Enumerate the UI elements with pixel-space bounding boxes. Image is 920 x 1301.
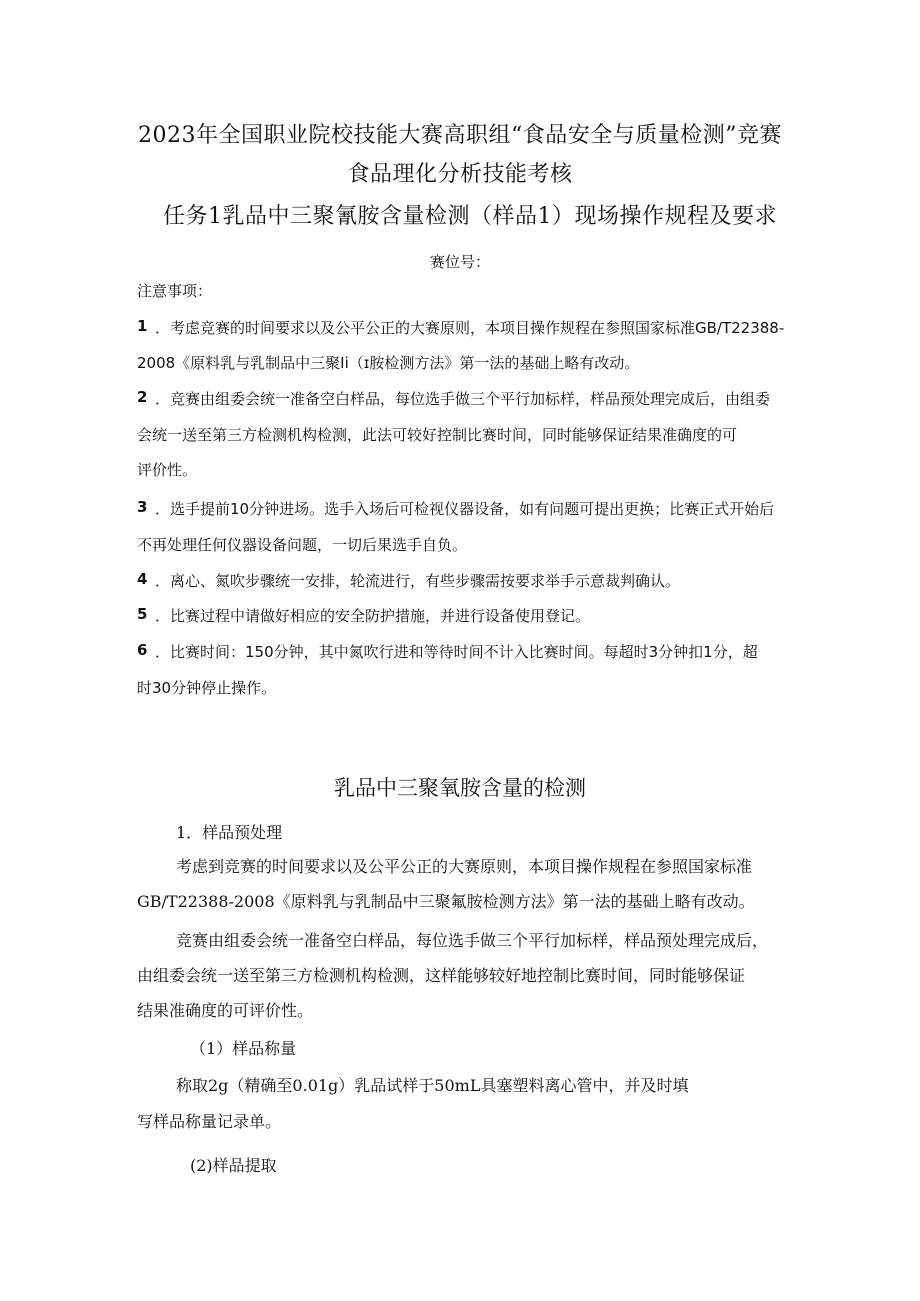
doc-title-line2: 食品理化分析技能考核 bbox=[347, 162, 573, 187]
notice-item-text: ．比赛时间：150分钟，其中氮吹行进和等待时间不计入比赛时间。每超时3分钟扣1分，超 bbox=[155, 643, 758, 661]
notice-item-text: ．考虑竞赛的时间要求以及公平公正的大赛原则，本项目操作规程在参照国家标准GB/T22388- bbox=[155, 319, 785, 337]
notice-item-text: ．离心、氮吹步骤统一安排，轮流进行，有些步骤需按要求举手示意裁判确认。 bbox=[155, 572, 681, 590]
doc-title-line1: 2023年全国职业院校技能大赛高职组“食品安全与质量检测”竞赛 bbox=[138, 123, 782, 148]
notice-item-number: 5 bbox=[137, 605, 148, 623]
notice-item-text: 时30分钟停止操作。 bbox=[137, 679, 277, 697]
doc-title-line3: 任务1乳品中三聚氰胺含量检测（样品1）现场操作规程及要求 bbox=[163, 204, 777, 229]
paragraph-line: 竞赛由组委会统一准备空白样品，每位选手做三个平行加标样，样品预处理完成后， bbox=[176, 931, 769, 950]
notice-heading: 注意事项： bbox=[137, 282, 213, 300]
paragraph-line: 由组委会统一送至第三方检测机构检测，这样能够较好地控制比赛时间，同时能够保证 bbox=[137, 966, 746, 985]
notice-item-number: 4 bbox=[137, 570, 148, 588]
subsection-heading: 1．样品预处理 bbox=[176, 823, 283, 842]
notice-item-text: 会统一送至第三方检测机构检测，此法可较好控制比赛时间，同时能够保证结果准确度的可 bbox=[137, 426, 738, 444]
paragraph-line: 结果准确度的可评价性。 bbox=[137, 1001, 314, 1020]
notice-item-text: 不再处理任何仪器设备问题，一切后果选手自负。 bbox=[137, 536, 468, 554]
paragraph-line: GB/T22388-2008《原料乳与乳制品中三聚氟胺检测方法》第一法的基础上略有改动。 bbox=[137, 892, 755, 911]
notice-item-text: ．竞赛由组委会统一准备空白样品，每位选手做三个平行加标样，样品预处理完成后，由组委 bbox=[155, 390, 771, 408]
notice-item-text: ．比赛过程中请做好相应的安全防护措施，并进行设备使用登记。 bbox=[155, 607, 591, 625]
step-heading: (2)样品提取 bbox=[190, 1156, 277, 1175]
step-heading: （1）样品称量 bbox=[190, 1039, 297, 1058]
notice-item-number: 1 bbox=[137, 317, 148, 335]
section-title: 乳品中三聚氧胺含量的检测 bbox=[334, 776, 586, 800]
notice-item-text: 2008《原料乳与乳制品中三聚Ii（ɪ胺检测方法》第一法的基础上略有改动。 bbox=[137, 354, 640, 372]
notice-item-text: ．选手提前10分钟进场。选手入场后可检视仪器设备，如有问题可提出更换；比赛正式开始后 bbox=[155, 500, 775, 518]
paragraph-line: 考虑到竞赛的时间要求以及公平公正的大赛原则，本项目操作规程在参照国家标准 bbox=[176, 857, 753, 876]
paragraph-line: 写样品称量记录单。 bbox=[137, 1112, 282, 1131]
notice-item-number: 6 bbox=[137, 641, 148, 659]
notice-item-text: 评价性。 bbox=[137, 461, 198, 479]
paragraph-line: 称取2g（精确至0.01g）乳品试样于50mL具塞塑料离心管中，并及时填 bbox=[176, 1076, 689, 1095]
notice-item-number: 2 bbox=[137, 388, 148, 406]
notice-item-number: 3 bbox=[137, 498, 148, 516]
seat-number-label: 赛位号： bbox=[430, 253, 491, 271]
